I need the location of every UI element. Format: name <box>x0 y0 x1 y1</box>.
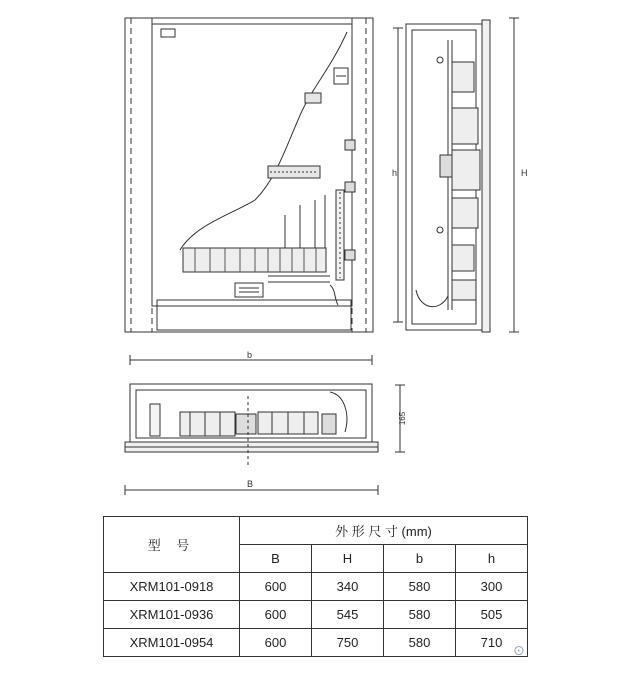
value-cell: 340 <box>311 573 383 601</box>
value-cell: 750 <box>311 629 383 657</box>
value-cell: 600 <box>240 629 312 657</box>
model-cell: XRM101-0954 <box>104 629 240 657</box>
model-cell: XRM101-0918 <box>104 573 240 601</box>
cutaway-curve <box>180 32 347 250</box>
spec-table <box>103 516 528 657</box>
value-cell: 600 <box>240 573 312 601</box>
value-cell: 710 <box>455 629 527 657</box>
nameplate-label <box>161 29 175 37</box>
label-b: b <box>247 350 253 360</box>
value-cell: 580 <box>383 601 455 629</box>
table-header-row <box>104 517 528 545</box>
value-cell: 545 <box>311 601 383 629</box>
label-h: h <box>392 168 398 178</box>
col-header-B: B <box>240 545 312 573</box>
front-outer-frame <box>125 18 373 332</box>
col-header-H: H <box>311 545 383 573</box>
watermark-icon: ⊙ <box>513 643 525 659</box>
value-cell: 505 <box>455 601 527 629</box>
model-cell: XRM101-0936 <box>104 601 240 629</box>
top-view <box>125 355 408 495</box>
model-header: 型 号 <box>104 517 240 573</box>
value-cell: 580 <box>383 573 455 601</box>
value-cell: 580 <box>383 629 455 657</box>
side-view <box>393 18 519 332</box>
value-cell: 300 <box>455 573 527 601</box>
top-breaker-group-left <box>180 412 235 436</box>
table-row <box>104 601 528 629</box>
front-view <box>125 18 373 332</box>
table-row <box>104 573 528 601</box>
label-depth: 165 <box>398 411 408 426</box>
label-B: B <box>247 479 254 489</box>
size-header: 外 形 尺 寸 (mm) <box>240 517 528 545</box>
value-cell: 600 <box>240 601 312 629</box>
neutral-bar-plate <box>235 283 263 297</box>
col-header-h: h <box>455 545 527 573</box>
table-row <box>104 629 528 657</box>
col-header-b: b <box>383 545 455 573</box>
label-H: H <box>521 168 528 178</box>
